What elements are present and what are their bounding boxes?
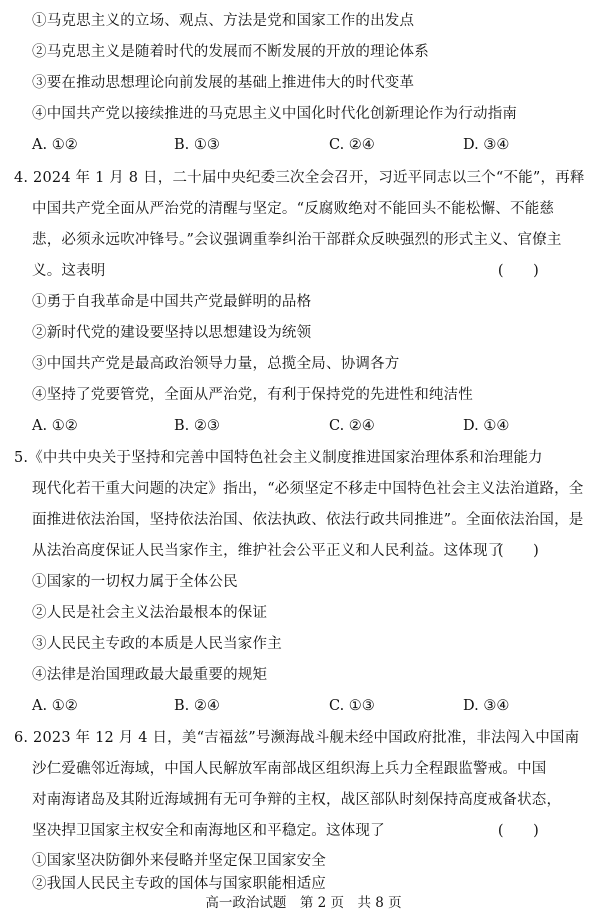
q5-stem-line-3: 面推进依法治国，坚持依法治国、依法执政、依法行政共同推进”。全面依法治国，是 (32, 512, 584, 528)
q5-stem-line-4 (32, 536, 587, 566)
q5-option-4: ④法律是治国理政最大最重要的规矩 (32, 667, 268, 683)
q6-option-1: ①国家坚决防御外来侵略并坚定保卫国家安全 (32, 853, 326, 869)
q6-stem-line-1: 6. 2023 年 12 月 4 日，美“吉福兹”号濒海战斗舰未经中国政府批准，非法闯入中国南 (14, 730, 580, 746)
page-footer: 高一政治试题 第 2 页 共 8 页 (205, 895, 402, 911)
q3-option-1: ①马克思主义的立场、观点、方法是党和国家工作的出发点 (32, 13, 415, 29)
q4-option-3: ③中国共产党是最高政治领导力量，总揽全局、协调各方 (32, 356, 400, 372)
q5-option-1: ①国家的一切权力属于全体公民 (32, 574, 238, 590)
q6-stem-line-4 (32, 816, 587, 846)
q4-stem-line-4 (32, 256, 587, 286)
q4-stem-line-1: 4. 2024 年 1 月 8 日，二十届中央纪委三次全会召开，习近平同志以三个“不能”，再释 (14, 170, 585, 186)
q5-option-2: ②人民是社会主义法治最根本的保证 (32, 605, 268, 621)
q4-option-2: ②新时代党的建设要坚持以思想建设为统领 (32, 325, 312, 341)
q4-choice-b: B. ②③ (174, 418, 220, 434)
q4-choice-d: D. ①④ (463, 418, 510, 434)
q5-stem-line-4-text: 从法治高度保证人民当家作主，维护社会公平正义和人民利益。这体现了 (32, 543, 503, 559)
q4-stem-line-3: 悲，必须永远吹冲锋号。”会议强调重拳纠治干部群众反映强烈的形式主义、官僚主 (32, 232, 562, 248)
q3-option-3: ③要在推动思想理论向前发展的基础上推进伟大的时代变革 (32, 75, 415, 91)
q4-option-1: ①勇于自我革命是中国共产党最鲜明的品格 (32, 294, 312, 310)
q6-answer-blank: ( ) (497, 823, 539, 839)
q3-choice-c: C. ②④ (329, 137, 375, 153)
q3-choice-d: D. ③④ (463, 137, 510, 153)
q4-option-4: ④坚持了党要管党，全面从严治党，有利于保持党的先进性和纯洁性 (32, 387, 473, 403)
q4-choice-c: C. ②④ (329, 418, 375, 434)
q5-choice-b: B. ②④ (174, 698, 220, 714)
q3-choice-b: B. ①③ (174, 137, 220, 153)
q5-answer-blank: ( ) (497, 543, 539, 559)
q5-option-3: ③人民民主专政的本质是人民当家作主 (32, 636, 282, 652)
q3-option-4: ④中国共产党以接续推进的马克思主义中国化时代化创新理论作为行动指南 (32, 106, 518, 122)
q4-stem-line-4-text: 义。这表明 (32, 263, 106, 279)
q6-stem-line-2: 沙仁爱礁邻近海域，中国人民解放军南部战区组织海上兵力全程跟监警戒。中国 (32, 761, 547, 777)
q4-choice-a: A. ①② (32, 418, 78, 434)
q6-stem-line-4-text: 坚决捍卫国家主权安全和南海地区和平稳定。这体现了 (32, 823, 385, 839)
q4-stem-line-2: 中国共产党全面从严治党的清醒与坚定。“反腐败绝对不能回头不能松懈、不能慈 (32, 201, 555, 217)
q5-stem-line-1: 5.《中共中央关于坚持和完善中国特色社会主义制度推进国家治理体系和治理能力 (14, 450, 543, 466)
q5-stem-line-2: 现代化若干重大问题的决定》指出，“必须坚定不移走中国特色社会主义法治道路，全 (32, 481, 584, 497)
q6-option-2: ②我国人民民主专政的国体与国家职能相适应 (32, 876, 326, 892)
q5-choice-c: C. ①③ (329, 698, 375, 714)
q3-choice-a: A. ①② (32, 137, 78, 153)
q3-option-2: ②马克思主义是随着时代的发展而不断发展的开放的理论体系 (32, 44, 429, 60)
q5-choice-d: D. ③④ (463, 698, 510, 714)
q4-answer-blank: ( ) (497, 263, 539, 279)
q6-stem-line-3: 对南海诸岛及其附近海域拥有无可争辩的主权，战区部队时刻保持高度戒备状态， (32, 792, 562, 808)
q5-choice-a: A. ①② (32, 698, 78, 714)
